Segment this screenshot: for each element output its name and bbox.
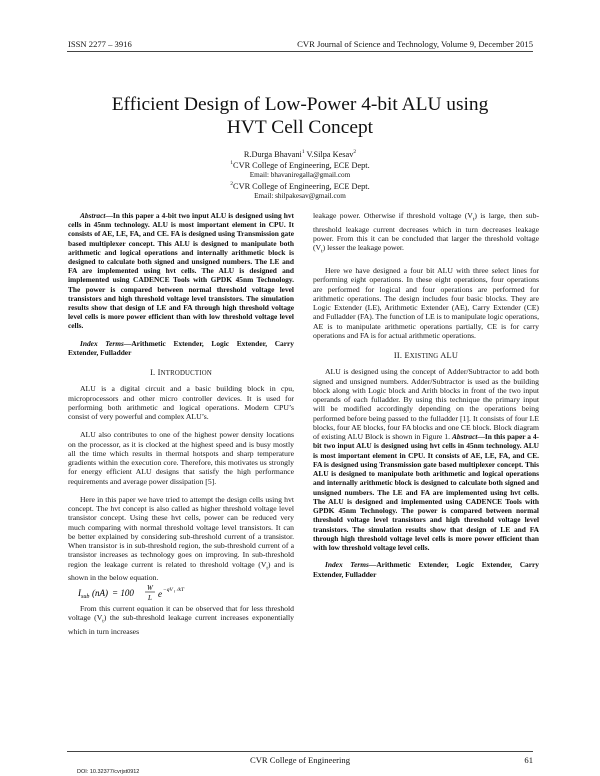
section-2-paragraph-1: ALU is designed using the concept of Adder/Subtractor to add both signed and unsigned numbers. Adder/Subtractor is used as the building block along with Logic block and Arith blocks in front of the two input operands of each fulladder. By using this technique the primary input will be modified accordingly depending on the operations being performed before being passed to the fulladder [1]. It consists of four LE blocks, four AE blocks, four FA blocks and one CE block. Block diagram of existing ALU Block is shown in Figure 1. Abstract—In this paper a 4-bit two input ALU is designed using hvt cells in 45nm technology. ALU is most important element in CPU. It consists of AE, LE, FA, and CE. FA is designed using Transmission gate based multiplexer concept. This ALU is designed to manipulate both arithmetic and logical operations and internally arithmetic block is designed to calculate both signed and unsigned numbers. The LE and FA are implemented using hvt cells. The ALU is designed and implemented using CADENCE Tools with GPDK 45nm Technology. The power is compared between normal threshold voltage level transistors and high threshold voltage level transistors. The simulation results show that design of LE and FA through high threshold voltage level cells is more power efficient than with low threshold voltage level cells. [313,367,539,553]
section-2-index-terms: Index Terms—Arithmetic Extender, Logic Extender, Carry Extender, Fulladder [313,560,539,579]
section-1-paragraph-4: From this current equation it can be observed that for less threshold voltage $(V_t)$ the sub-threshold leakage current increases exponentially which in turn increases [68,603,294,636]
equation-graphic [78,584,278,602]
author-block [0,148,600,201]
eq-frac-den: L [148,593,152,602]
paper-title [0,93,600,139]
section-1-paragraph-3: Here in this paper we have tried to attempt the design cells using hvt concept. The hvt concept is also called as higher threshold voltage level transistor concept. Using these hvt cells, power can be reduced very much comparing with normal threshold voltage level transistors. It can be better explained by considering sub-threshold current of a transistor. When transistor is in sub-threshold region, the sub-threshold current of a transistor increases as technology goes on improving. In sub-threshold region the leakage current is related to threshold voltage $(V_t)$ and is shown in the below equation. [68,494,294,583]
eq-lhs-sub: sub [81,593,90,600]
page-number: 61 [524,755,533,765]
header-issn: ISSN 2277 – 3916 [68,39,132,49]
index-terms: Index Terms—Arithmetic Extender, Logic Extender, Carry Extender, Fulladder [68,338,294,357]
eq-exp-sup: −qV [163,586,173,593]
affiliation-1: $^1$CVR College of Engineering, ECE Dept. [230,160,370,171]
abstract: Abstract—In this paper a 4-bit two input ALU is designed using hvt cells in 45nm technology. ALU is most important element in CPU. It consists of AE, LE, FA, and CE. FA is designed using Transmission gate based multiplexer concept. This ALU is designed to manipulate both arithmetic and logical operations and internally arithmetic block is designed to calculate both signed and unsigned numbers. The LE and FA are implemented using hvt cells. The ALU is designed and implemented using CADENCE Tools with GPDK 45nm Technology. The power is compared between normal threshold voltage level transistors and high threshold voltage level transistors. The simulation results show that design of LE and FA through high threshold voltage level cells is more power efficient than with low threshold voltage level cells. [68,211,294,331]
eq-frac-num: W [147,583,153,592]
left-column [68,211,294,636]
title-line-2: HVT Cell Concept [226,117,374,138]
email-1: Email: bhavaniregalla@gmail.com [249,170,351,179]
email-2: Email: shilpakesav@gmail.com [254,191,346,200]
right-paragraph-2: Here we have designed a four bit ALU with three select lines for performing eight operations. In these eight operations, four operations are performed for logical and four operations are performed for arithmetic operations. The design includes four basic blocks. They are Logic Extender (LE), Arithmetic Extender (AE), Carry Extender (CE) and Fulladder (FA). The function of LE is to manipulate logic operations, AE is to manipulate arithmetic operations partially, CE is for carry operations and FA is for actual arithmetic operations. [313,266,539,340]
section-1-heading: I. INTRODUCTION [150,368,212,378]
eq-lhs: I [78,587,81,598]
footer-college: CVR College of Engineering [249,755,350,765]
right-paragraph-1: leakage power. Otherwise if threshold voltage $(V_t)$ is large, then sub-threshold leakage current decreases which in turn decreases leakage power. From this it can be concluded that larger the threshold voltage $(V_t)$ lesser the leakage power. [313,211,539,255]
footer-rule [67,751,533,752]
section-2-heading: II. EXISTING ALU [393,351,459,361]
eq-lhs-arg: (nA) [92,587,108,598]
right-column [313,211,539,579]
title-line-1: Efficient Design of Low-Power 4-bit ALU using [111,94,489,115]
header-journal: CVR Journal of Science and Technology, Volume 9, December 2015 [297,39,533,49]
eq-exp-sup-sub: t [174,588,176,594]
leakage-equation [78,584,294,600]
eq-coefficient: = 100 [112,587,134,598]
header-rule [67,51,533,52]
eq-exp-base: e [158,588,162,599]
section-1-paragraph-2: ALU also contributes to one of the highest power density locations on the processor, as it is clocked at the highest speed and is busy mostly all the time which results in thermal hotspots and sharp temperature gradients within the execution core. Therefore, this motivates us strongly for energy efficient ALU designs that satisfy the high performance requirements and average power dissipation [5]. [68,430,294,486]
affiliation-2: $^2$CVR College of Engineering, ECE Dept. [230,181,370,192]
eq-exp-sup-tail: /kT [177,586,185,593]
section-1-paragraph-1: ALU is a digital circuit and a basic building block in cpu, microprocessors and other micro controller devices. It is used for performing both arithmetic and logical operations. Modern CPU’s consist of very powerful and complex ALU’s. [68,384,294,422]
author-names: R.Durga Bhavani$^1$ V.Silpa Kesav$^2$ [243,149,357,159]
footer-doi: DOI: 10.32377/cvrjst0912 [77,769,140,775]
